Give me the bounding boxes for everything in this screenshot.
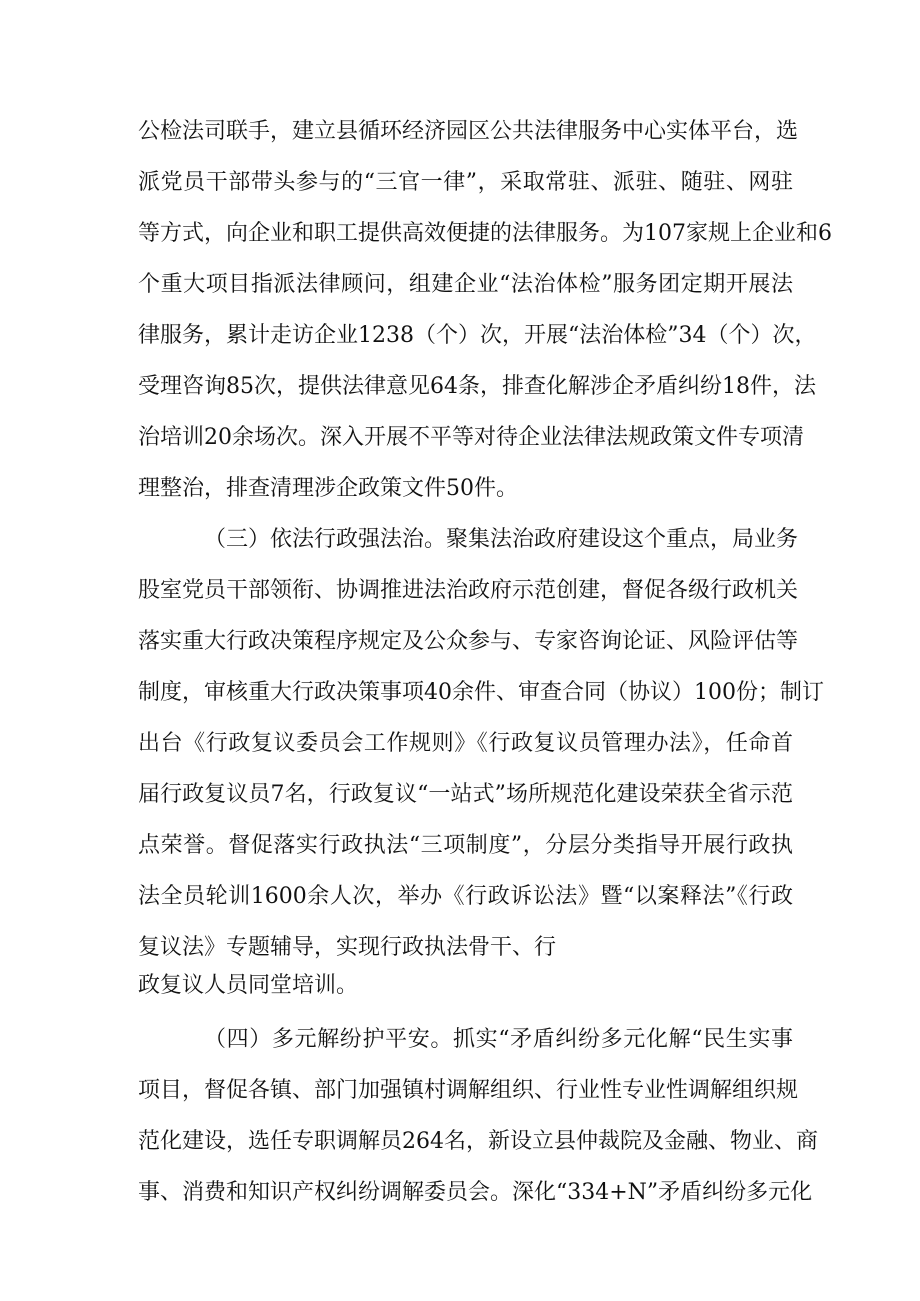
paragraph-1-line-8: 理整治，排查清理涉企政策文件50件。 [138,476,518,501]
paragraph-2-line-6: 届行政复议员7名，行政复议“一站式”场所规范化建设荣获全省示范 [138,782,793,807]
paragraph-3-line-2: 项目，督促各镇、部门加强镇村调解组织、行业性专业性调解组织规 [138,1078,799,1103]
paragraph-3-line-3: 范化建设，选任专职调解员264名，新设立县仲裁院及金融、物业、商 [138,1129,818,1154]
paragraph-3-line-1: （四）多元解纷护平安。抓实“矛盾纠纷多元化解“民生实事 [204,1027,793,1052]
paragraph-2-line-1: （三）依法行政强法治。聚集法治政府建设这个重点，局业务 [204,527,799,552]
paragraph-2-line-4: 制度，审核重大行政决策事项40余件、审查合同（协议）100份；制订 [138,680,824,705]
paragraph-2-line-3: 落实重大行政决策程序规定及公众参与、专家咨询论证、风险评估等 [138,629,799,654]
paragraph-1-line-7: 治培训20余场次。深入开展不平等对待企业法律法规政策文件专项清 [138,425,804,450]
paragraph-3-line-4: 事、消费和知识产权纠纷调解委员会。深化“334+N”矛盾纠纷多元化 [138,1180,813,1205]
paragraph-2-line-8: 法全员轮训1600余人次，举办《行政诉讼法》暨“以案释法”《行政 [138,884,793,909]
paragraph-1-line-1: 公检法司联手，建立县循环经济园区公共法律服务中心实体平台，选 [138,119,799,144]
paragraph-2-line-2: 股室党员干部领衔、协调推进法治政府示范创建，督促各级行政机关 [138,578,799,603]
paragraph-1-line-2: 派党员干部带头参与的“三官一律”，采取常驻、派驻、随驻、网驻 [138,170,793,195]
paragraph-1-line-6: 受理咨询85次，提供法律意见64条，排查化解涉企矛盾纠纷18件，法 [138,374,816,399]
paragraph-2-line-7: 点荣誉。督促落实行政执法“三项制度”，分层分类指导开展行政执 [138,833,793,858]
paragraph-1-line-5: 律服务，累计走访企业1238（个）次，开展“法治体检”34（个）次， [138,323,817,348]
paragraph-2-line-10: 政复议人员同堂培训。 [138,973,359,998]
paragraph-1-line-3: 等方式，向企业和职工提供高效便捷的法律服务。为107家规上企业和6 [138,221,832,246]
paragraph-2-line-5: 出台《行政复议委员会工作规则》《行政复议员管理办法》，任命首 [138,731,793,756]
paragraph-2-line-9: 复议法》专题辅导，实现行政执法骨干、行 [138,935,557,960]
paragraph-1-line-4: 个重大项目指派法律顾问，组建企业“法治体检”服务团定期开展法 [138,272,793,297]
